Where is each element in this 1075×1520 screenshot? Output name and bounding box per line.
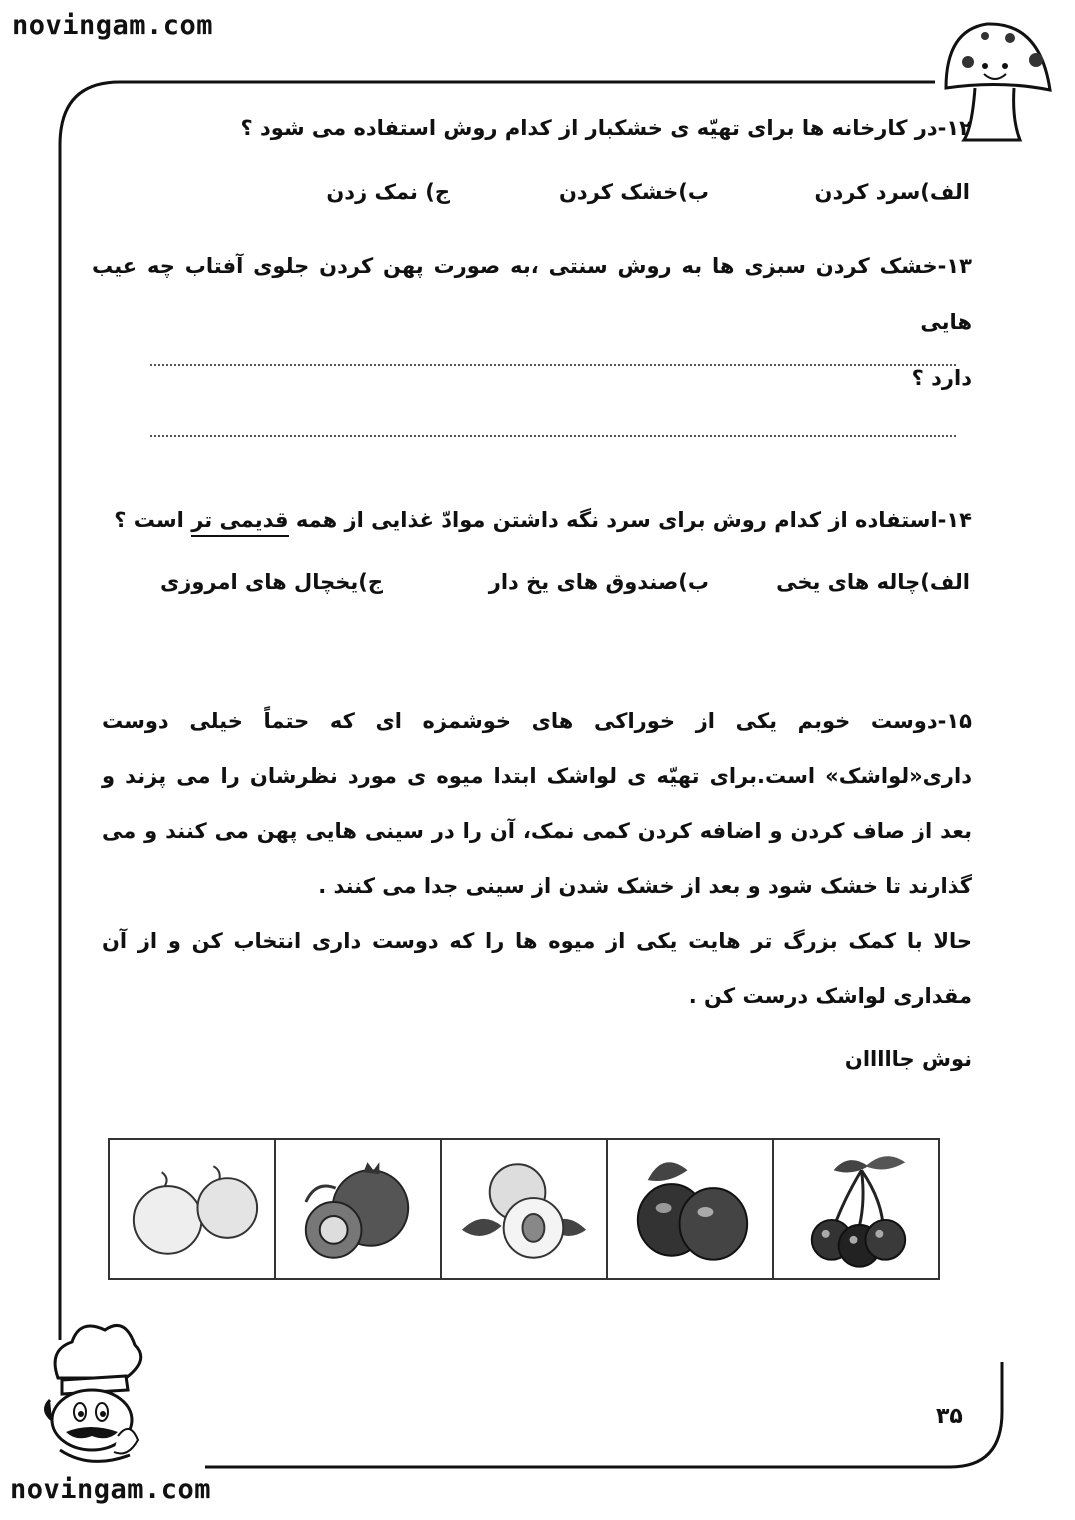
question-15-closing: نوش جااااان	[844, 1047, 972, 1071]
q14-option-a: الف)چاله های یخی	[776, 570, 970, 594]
answer-line-2[interactable]	[150, 435, 956, 437]
question-13-line-1: ۱۳-خشک کردن سبزی ها به روش سنتی ،به صورت پهن کردن جلوی آفتاب چه عیب هایی	[92, 254, 972, 334]
question-14-options	[0, 570, 1075, 610]
q12-option-c: ج) نمک زدن	[326, 180, 450, 204]
pomegranate-icon	[276, 1140, 440, 1278]
question-14-text-end: است ؟	[114, 508, 192, 532]
question-15-instruction: حالا با کمک بزرگ تر هایت یکی از میوه ها را که دوست داری انتخاب کن و از آن مقداری لواشک درست کن .	[102, 929, 972, 1008]
question-14	[92, 492, 972, 548]
fruit-cell-plum[interactable]	[608, 1140, 774, 1278]
peach-icon	[442, 1140, 606, 1278]
site-watermark-bottom: novingam.com	[10, 1474, 212, 1505]
fruit-cell-pomegranate[interactable]	[276, 1140, 442, 1278]
question-13	[92, 238, 972, 406]
q12-option-a: الف)سرد کردن	[814, 180, 970, 204]
q14-option-c: ج)یخچال های امروزی	[160, 570, 383, 594]
site-watermark-top: novingam.com	[12, 10, 214, 41]
cherry-icon	[774, 1140, 938, 1278]
question-13-line-2: دارد ؟	[911, 366, 972, 390]
answer-line-1[interactable]	[150, 364, 956, 366]
q14-option-b: ب)صندوق های یخ دار	[488, 570, 709, 594]
question-14-text-start: ۱۴-استفاده از کدام روش برای سرد نگه داشتن موادّ غذایی از همه	[288, 508, 972, 532]
fruit-cell-apricot[interactable]	[110, 1140, 276, 1278]
apricot-icon	[110, 1140, 274, 1278]
question-12-options	[0, 180, 1075, 220]
question-15-paragraph: ۱۵-دوست خوبم یکی از خوراکی های خوشمزه ای که حتماً خیلی دوست داری«لواشک» است.برای تهیّه ی لواشک ابتدا میوه ی مورد نظرشان را می پزند و بعد از صاف کردن و اضافه کردن کمی نمک، آن را در سینی هایی پهن می کنند و می گذارند تا خشک شود و بعد از خشک شدن از سینی جدا می کنند .	[102, 709, 972, 898]
chef-icon	[45, 1325, 140, 1461]
fruit-strip	[108, 1138, 940, 1280]
question-14-underlined: قدیمی تر	[191, 508, 288, 537]
plum-icon	[608, 1140, 772, 1278]
fruit-cell-peach[interactable]	[442, 1140, 608, 1278]
fruit-cell-cherry[interactable]	[774, 1140, 938, 1278]
question-12: ۱۲-در کارخانه ها برای تهیّه ی خشکبار از کدام روش استفاده می شود ؟	[240, 116, 972, 140]
page-number: ۳۵	[936, 1404, 963, 1429]
q12-option-b: ب)خشک کردن	[559, 180, 709, 204]
